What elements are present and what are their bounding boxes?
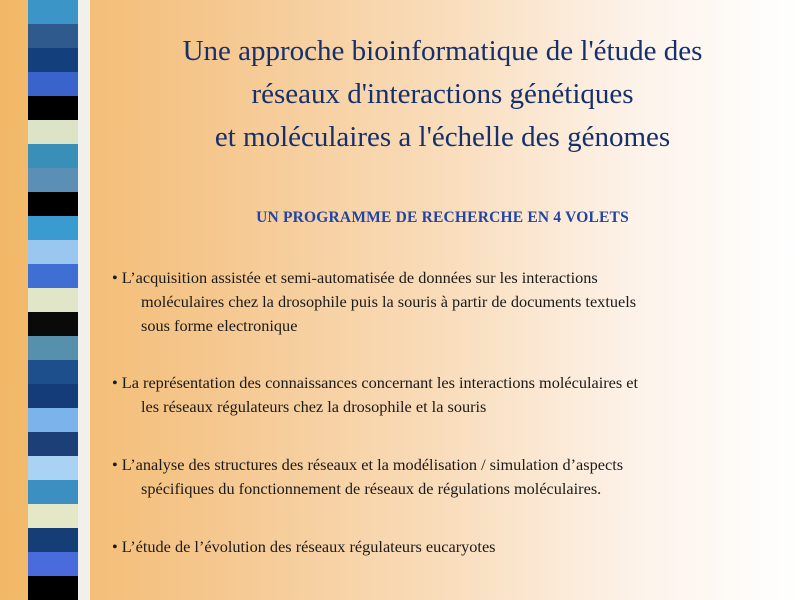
title-line: et moléculaires a l'échelle des génomes: [214, 121, 671, 153]
bullet-marker: •: [112, 268, 118, 287]
bullet-item-analyse: [112, 453, 782, 501]
bullet-line: moléculaires chez la drosophile puis la souris à partir de documents textuels: [141, 292, 637, 311]
bullet-item-acquisition: [112, 266, 782, 338]
strip-block: [28, 48, 78, 72]
strip-block: [28, 144, 78, 168]
decorative-color-strip: [28, 0, 78, 600]
strip-block: [28, 504, 78, 528]
bullet-text: La représentation des connaissances concernant les interactions moléculaires et: [121, 373, 639, 392]
strip-block: [28, 0, 78, 24]
bullet-line: [112, 266, 782, 290]
strip-block: [28, 120, 78, 144]
bullet-text: L’étude de l’évolution des réseaux régulateurs eucaryotes: [121, 537, 496, 556]
strip-block: [28, 72, 78, 96]
bullet-marker: •: [112, 537, 118, 556]
strip-block: [28, 480, 78, 504]
bullet-line: sous forme electronique: [141, 316, 298, 335]
strip-block: [28, 408, 78, 432]
bullet-line: spécifiques du fonctionnement de réseaux de régulations moléculaires.: [141, 479, 602, 498]
bullet-line: [112, 371, 782, 395]
bullet-item-representation: [112, 371, 782, 419]
strip-block: [28, 288, 78, 312]
bullet-marker: •: [112, 373, 118, 392]
bullet-text: L’analyse des structures des réseaux et la modélisation / simulation d’aspects: [121, 455, 624, 474]
strip-block: [28, 240, 78, 264]
slide-title: [110, 30, 775, 159]
bullet-text: L’acquisition assistée et semi-automatisée de données sur les interactions: [121, 268, 598, 287]
strip-block: [28, 384, 78, 408]
strip-block: [28, 24, 78, 48]
strip-block: [28, 96, 78, 120]
bullet-line: [112, 453, 782, 477]
strip-block: [28, 168, 78, 192]
strip-block: [28, 264, 78, 288]
strip-border: [78, 0, 90, 600]
bullet-line: les réseaux régulateurs chez la drosophile et la souris: [141, 397, 487, 416]
strip-block: [28, 312, 78, 336]
bullet-line: [112, 535, 782, 559]
strip-block: [28, 528, 78, 552]
strip-block: [28, 360, 78, 384]
strip-block: [28, 336, 78, 360]
strip-block: [28, 456, 78, 480]
bullet-item-evolution: [112, 535, 782, 559]
strip-block: [28, 576, 78, 600]
strip-block: [28, 432, 78, 456]
bullet-marker: •: [112, 455, 118, 474]
strip-block: [28, 552, 78, 576]
slide-subtitle: UN PROGRAMME DE RECHERCHE EN 4 VOLETS: [256, 209, 629, 226]
title-line: réseaux d'interactions génétiques: [251, 78, 634, 110]
strip-block: [28, 192, 78, 216]
strip-block: [28, 216, 78, 240]
title-line: Une approche bioinformatique de l'étude des: [182, 35, 703, 67]
